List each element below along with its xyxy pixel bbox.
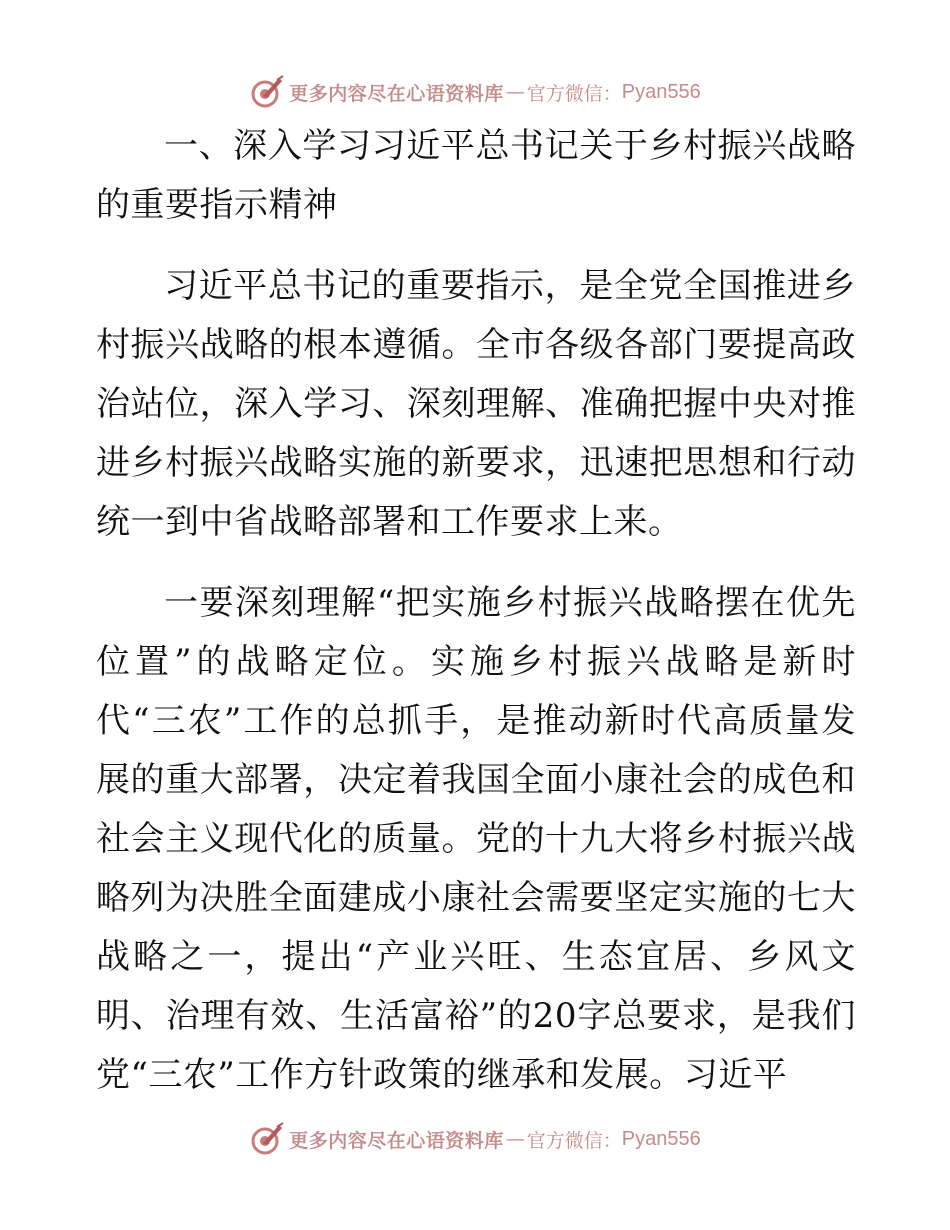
watermark-banner-bottom — [0, 1119, 950, 1159]
section-heading: 一、深入学习习近平总书记关于乡村振兴战略的重要指示精神 — [96, 126, 856, 225]
watermark-id: Pyan556 — [621, 80, 701, 103]
paragraph-2: 一要深刻理解“把实施乡村振兴战略摆在优先位置”的战略定位。实施乡村振兴战略是新时代“三农”工作的总抓手，是推动新时代高质量发展的重大部署，决定着我国全面小康社会的成色和社会主义现代化的质量。党的十九大将乡村振兴战略列为决胜全面建成小康社会需要坚定实施的七大战略之一，提出“产业兴旺、生态宜居、乡风文明、治理有效、生活富裕”的20字总要求，是我们党“三农”工作方针政策的继承和发展。习近平 — [96, 583, 856, 1095]
watermark-label: 官方微信： — [526, 82, 622, 105]
watermark-label: 官方微信： — [526, 1129, 622, 1152]
quill-logo-icon — [249, 1121, 285, 1157]
watermark-id: Pyan556 — [621, 1127, 701, 1150]
quill-logo-icon — [249, 74, 285, 110]
paragraph-1: 习近平总书记的重要指示，是全党全国推进乡村振兴战略的根本遵循。全市各级各部门要提高政治站位，深入学习、深刻理解、准确把握中央对推进乡村振兴战略实施的新要求，迅速把思想和行动统一到中省战略部署和工作要求上来。 — [96, 266, 856, 542]
watermark-text: 更多内容尽在心语资料库 — [289, 1129, 504, 1152]
watermark-dash: — — [505, 1128, 525, 1150]
watermark-dash: — — [505, 81, 525, 103]
document-body — [96, 117, 856, 1127]
watermark-text: 更多内容尽在心语资料库 — [289, 82, 504, 105]
watermark-banner-top — [0, 72, 950, 112]
